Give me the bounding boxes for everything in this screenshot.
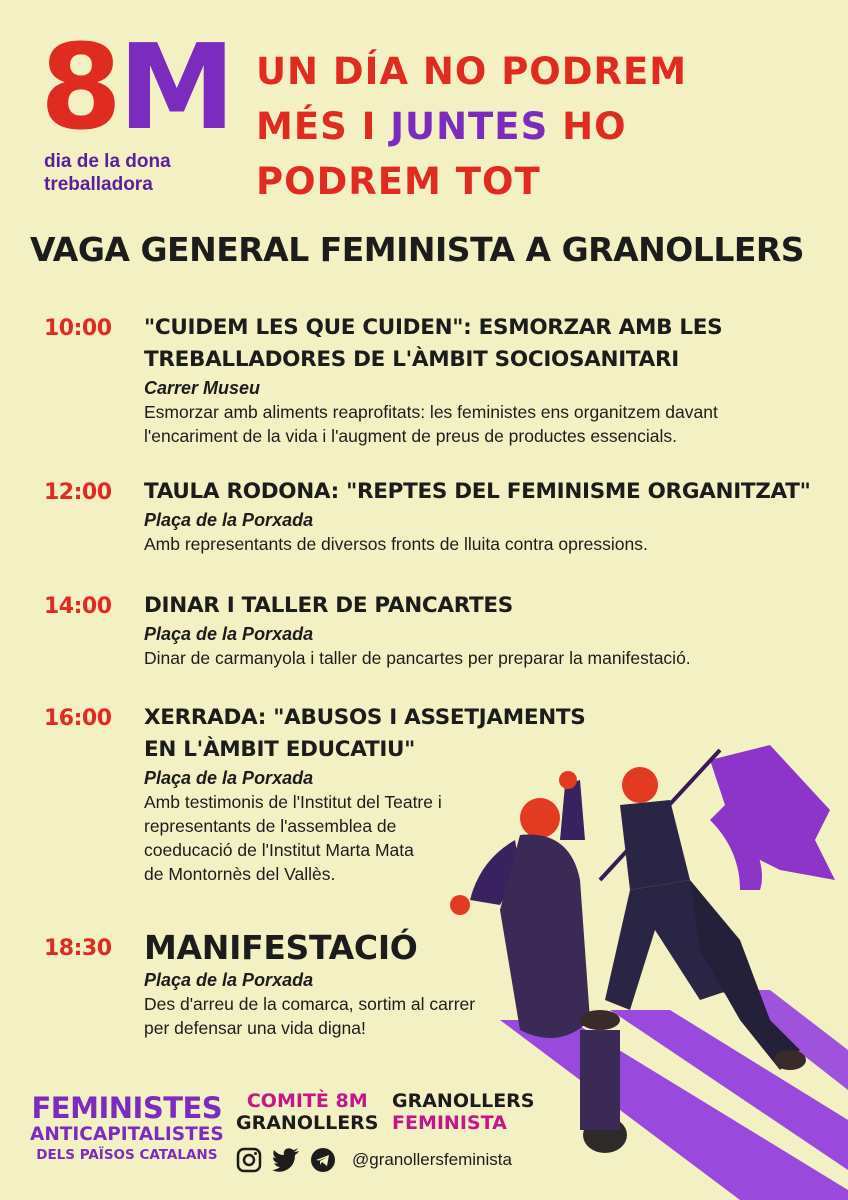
event-place: Carrer Museu xyxy=(144,378,261,398)
social-handle[interactable]: @granollersfeminista xyxy=(352,1150,512,1169)
event-body xyxy=(144,476,834,556)
logo-subtitle xyxy=(44,150,171,196)
fist xyxy=(559,771,577,789)
body-right xyxy=(620,800,690,890)
event-desc-line2: l'encariment de la vida i l'augment de preus de productes essencials. xyxy=(144,426,677,446)
leg-left xyxy=(580,1030,620,1130)
page-title: VAGA GENERAL FEMINISTA A GRANOLLERS xyxy=(30,230,805,269)
event-body xyxy=(144,312,834,448)
org1-line3: DELS PAÏSOS CATALANS xyxy=(36,1147,218,1163)
head-left xyxy=(520,798,560,838)
logo-subtitle-line2: treballadora xyxy=(44,174,153,195)
org3-line1: GRANOLLERS xyxy=(392,1090,535,1112)
org1-line1: FEMINISTES xyxy=(31,1091,223,1125)
event-desc-line1: Amb testimonis de l'Institut del Teatre i xyxy=(144,792,442,812)
event-body xyxy=(144,590,834,670)
event-desc-line4: de Montornès del Vallès. xyxy=(144,864,336,884)
logo-eight: 8 xyxy=(40,18,119,156)
event-title-line2: TREBALLADORES DE L'ÀMBIT SOCIOSANITARI xyxy=(144,347,679,372)
slogan-line1: UN DÍA NO PODREM xyxy=(256,50,688,93)
org-comite-8m xyxy=(236,1090,379,1134)
org2-line1: COMITÈ 8M xyxy=(246,1090,368,1112)
instagram-icon[interactable] xyxy=(236,1147,262,1173)
event-title-line1: "CUIDEM LES QUE CUIDEN": ESMORZAR AMB LES xyxy=(144,315,723,340)
foot xyxy=(774,1050,806,1070)
event-title-line1: XERRADA: "ABUSOS I ASSETJAMENTS xyxy=(144,705,586,730)
hand-left xyxy=(450,895,470,915)
event-desc-line1: Amb representants de diversos fronts de lluita contra opressions. xyxy=(144,534,648,554)
telegram-icon[interactable] xyxy=(310,1147,336,1173)
event-time: 16:00 xyxy=(44,706,112,731)
event-time: 12:00 xyxy=(44,480,112,505)
event-desc-line3: coeducació de l'Institut Marta Mata xyxy=(144,840,414,860)
event-title-line2: EN L'ÀMBIT EDUCATIU" xyxy=(144,737,416,762)
event-title-line1: TAULA RODONA: "REPTES DEL FEMINISME ORGANITZAT" xyxy=(144,479,811,504)
event-desc-line1: Esmorzar amb aliments reaprofitats: les feministes ens organitzem davant xyxy=(144,402,718,422)
slogan xyxy=(256,44,816,209)
event-time: 14:00 xyxy=(44,594,112,619)
body-left xyxy=(500,835,590,1038)
head-right xyxy=(622,767,658,803)
slogan-line3: PODREM TOT xyxy=(256,160,541,203)
event-desc-line1: Dinar de carmanyola i taller de pancartes per preparar la manifestació. xyxy=(144,648,691,668)
org1-line2: ANTICAPITALISTES xyxy=(30,1124,224,1145)
event-desc-line1: Des d'arreu de la comarca, sortim al carrer xyxy=(144,994,476,1014)
org-feministes-anticapitalistes xyxy=(30,1092,224,1164)
slogan-line2a: MÉS I xyxy=(256,105,391,148)
logo-subtitle-line1: dia de la dona xyxy=(44,151,171,172)
raised-arm xyxy=(560,780,585,840)
event-title-line1: MANIFESTACIÓ xyxy=(144,928,418,967)
twitter-icon[interactable] xyxy=(272,1148,300,1172)
event-place: Plaça de la Porxada xyxy=(144,768,314,788)
event-desc-line2: per defensar una vida digna! xyxy=(144,1018,366,1038)
logo-m: M xyxy=(118,18,232,156)
social-links xyxy=(236,1144,512,1176)
slogan-line2c: HO xyxy=(548,105,627,148)
slogan-line2 xyxy=(256,99,816,154)
event-place: Plaça de la Porxada xyxy=(144,624,314,644)
event-title-line1: DINAR I TALLER DE PANCARTES xyxy=(144,593,513,618)
event-place: Plaça de la Porxada xyxy=(144,510,314,530)
event-time: 18:30 xyxy=(44,936,112,961)
slogan-line2b: JUNTES xyxy=(390,105,549,148)
logo-8m xyxy=(40,18,232,156)
org3-line2: FEMINISTA xyxy=(392,1112,507,1134)
event-desc-line2: representants de l'assemblea de xyxy=(144,816,397,836)
event-place: Plaça de la Porxada xyxy=(144,970,314,990)
event-time: 10:00 xyxy=(44,316,112,341)
org-granollers-feminista xyxy=(392,1090,535,1134)
foot xyxy=(580,1010,620,1030)
org2-line2: GRANOLLERS xyxy=(236,1112,379,1134)
